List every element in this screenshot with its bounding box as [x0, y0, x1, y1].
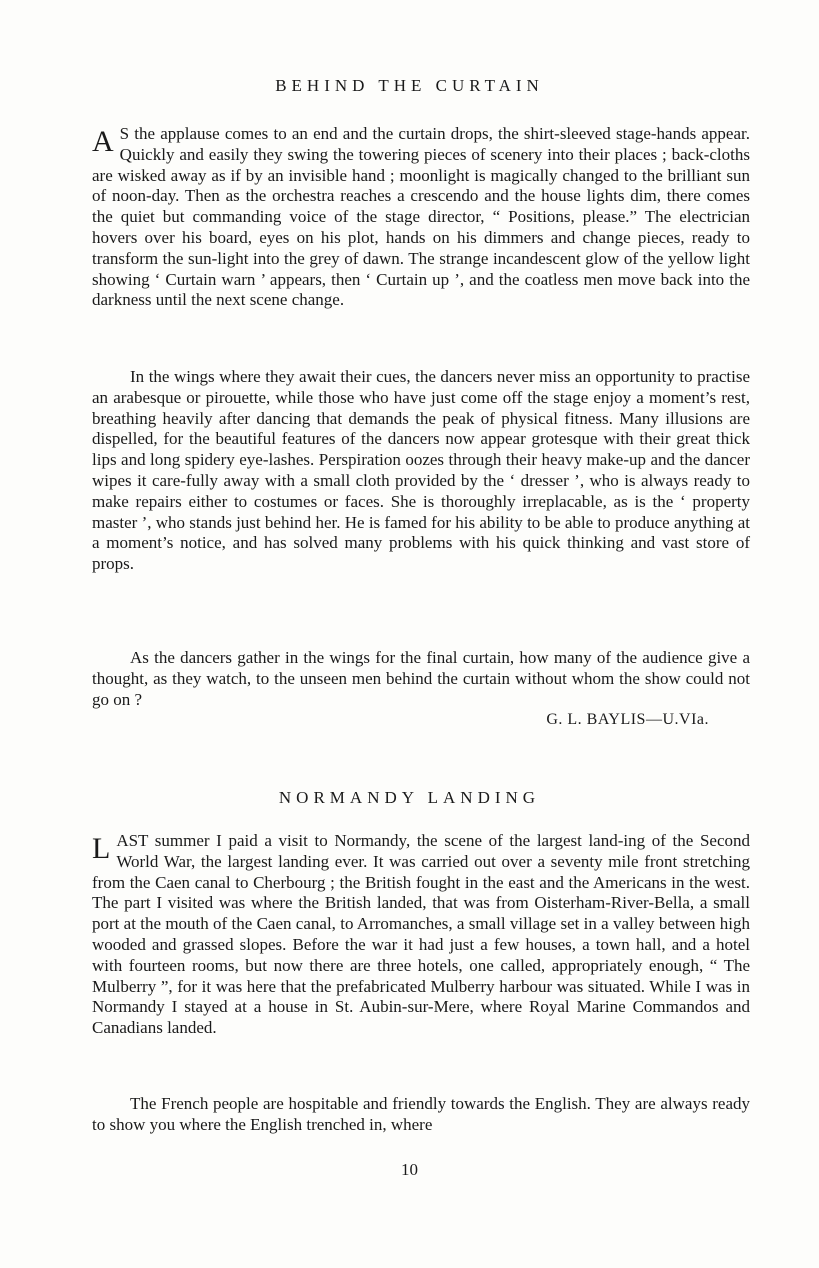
dropcap: A [92, 125, 114, 158]
article-title-normandy-landing: NORMANDY LANDING [278, 788, 541, 807]
article2-paragraph-1 [92, 831, 750, 1039]
dropcap: L [92, 832, 111, 865]
paragraph-text: S the applause comes to an end and the curtain drops, the shirt-sleeved stage-hands appear. Quickly and easily they swing the towering pieces of scenery into their places ; back-cloths are wisked away as if by an invisible hand ; moonlight is magically changed to the brilliant sun of noon-day. Then as the orchestra reaches a crescendo and the house lights dim, there comes the quiet but commanding voice of the stage director, “ Positions, please.” The electrician hovers over his board, eyes on his plot, hands on his dimmers and change pieces, ready to transform the sun-light into the grey of dawn. The strange incandescent glow of the yellow light showing ‘ Curtain warn ’ appears, then ‘ Curtain up ’, and the coatless men move back into the darkness until the next scene change. [92, 124, 750, 310]
article1-paragraph-1 [92, 124, 750, 311]
article1-paragraph-3: As the dancers gather in the wings for the final curtain, how many of the audience give a thought, as they watch, to the unseen men behind the curtain without whom the show could not go on ? [92, 648, 750, 709]
author-signature: G. L. BAYLIS—U.VIa. [546, 711, 709, 728]
article-title-behind-the-curtain: BEHIND THE CURTAIN [275, 76, 544, 95]
article2-paragraph-2: The French people are hospitable and friendly towards the English. They are always ready to show you where the English trenched in, where [92, 1094, 750, 1134]
article1-paragraph-2: In the wings where they await their cues, the dancers never miss an opportunity to practise an arabesque or pirouette, while those who have just come off the stage enjoy a moment’s rest, breathing heavily after dancing that demands the peak of physical fitness. Many illusions are dispelled, for the beautiful features of the dancers now appear grotesque with their great thick lips and long spidery eye-lashes. Perspiration oozes through their heavy make-up and the dancer wipes it care-fully away with a small cloth provided by the ‘ dresser ’, who is always ready to make repairs either to costumes or faces. She is thoroughly irreplacable, as is the ‘ property master ’, who stands just behind her. He is famed for his ability to be able to produce anything at a moment’s notice, and has solved many problems with his quick thinking and vast store of props. [92, 367, 750, 574]
paragraph-text: AST summer I paid a visit to Normandy, the scene of the largest land-ing of the Second World War, the largest landing ever. It was carried out over a seventy mile front stretching from the Caen canal to Cherbourg ; the British fought in the east and the Americans in the west. The part I visited was where the British landed, that was from Oisterham-River-Bella, a small port at the mouth of the Caen canal, to Arromanches, a small village set in a valley between high wooded and grassed slopes. Before the war it had just a few houses, a town hall, and a hotel with fourteen rooms, but now there are three hotels, one called, appropriately enough, “ The Mulberry ”, for it was here that the prefabricated Mulberry harbour was situated. While I was in Normandy I stayed at a house in St. Aubin-sur-Mere, where Royal Marine Commandos and Canadians landed. [92, 831, 750, 1038]
page-number: 10 [401, 1160, 418, 1179]
